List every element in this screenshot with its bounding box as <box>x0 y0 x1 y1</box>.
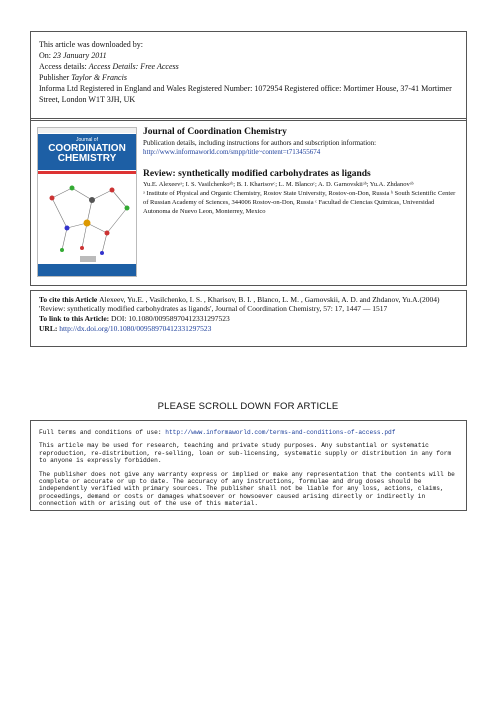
journal-url-link[interactable]: http://www.informaworld.com/smpp/title~content=t713455674 <box>143 148 321 156</box>
cover-word-chemistry: CHEMISTRY <box>57 153 117 164</box>
publisher-label: Publisher <box>39 73 72 82</box>
doi-text: DOI: 10.1080/00958970412331297523 <box>111 314 230 323</box>
registered-office: Informa Ltd Registered in England and Wales Registered Number: 1072954 Registered office: Mortimer House, 37-41 Mortimer Street, London W1T 3JH, UK <box>39 84 452 104</box>
article-title: Review: synthetically modified carbohydrates as ligands <box>143 169 371 179</box>
publisher-value: Taylor & Francis <box>71 73 127 82</box>
link-label: To link to this Article: <box>39 314 112 323</box>
author-affiliations: ᵃ Institute of Physical and Organic Chemistry, Rostov State University, Rostov-on-Don, Russia ᵇ South Scientific Center of Russian Academy of Sciences, 344006 Rostov-on-Don, Russia ᶜ Facultad de Ciencias Quimicas, Universidad Autonoma de Nuevo Leon, Monterrey, Mexico <box>143 190 456 215</box>
cover-title-block <box>38 134 136 170</box>
journal-title: Journal of Coordination Chemistry <box>143 127 287 137</box>
citation-box <box>30 290 467 347</box>
terms-url-link[interactable]: http://www.informaworld.com/terms-and-conditions-of-access.pdf <box>165 429 396 436</box>
cite-label: To cite this Article <box>39 295 100 304</box>
cite-text: Alexeev, Yu.E. , Vasilchenko, I. S. , Kharisov, B. I. , Blanco, L. M. , Garnovskii, A. D. and Zhdanov, Yu.A.(2004) 'Review: synthetically modified carbohydrates as ligands', Journal of Coordination Chemistry, 57: 17, 1447 — 1517 <box>39 295 440 313</box>
downloaded-by-line: This article was downloaded by: <box>39 40 143 49</box>
terms-paragraph-1: This article may be used for research, teaching and private study purposes. Any substantial or systematic reproduction, re-distribution, re-selling, loan or sub-licensing, systematic supply or distribution in any form to anyone is expressly forbidden. <box>39 442 452 465</box>
scroll-down-message: PLEASE SCROLL DOWN FOR ARTICLE <box>157 401 339 412</box>
access-details-line <box>39 61 458 72</box>
publication-details <box>143 139 461 157</box>
url-label: URL: <box>39 324 60 333</box>
on-label: On: <box>39 51 53 60</box>
download-date-line <box>39 50 458 61</box>
access-label: Access details: <box>39 62 89 71</box>
download-info-box <box>30 31 467 121</box>
doi-url-link[interactable]: http://dx.doi.org/10.1080/00958970412331297523 <box>59 324 212 333</box>
url-row <box>39 324 458 333</box>
full-terms-prefix: Full terms and conditions of use: <box>39 429 166 436</box>
cover-footer-band <box>38 264 136 276</box>
article-details <box>143 127 461 216</box>
full-terms-line <box>39 429 458 436</box>
link-row <box>39 314 458 323</box>
cover-journal-of: Journal of <box>76 137 98 143</box>
download-date: 23 January 2011 <box>53 51 107 60</box>
terms-box <box>30 420 467 511</box>
terms-paragraph-2: The publisher does not give any warranty express or implied or make any representation that the contents will be complete or accurate or up to date. The accuracy of any instructions, formulae and drug doses should be independently verified with primary sources. The publisher shall not be liable for any loss, actions, claims, proceedings, demand or costs or damages whatsoever or howsoever caused arising directly or indirectly in connection with or arising out of the use of this material. <box>39 470 455 508</box>
cover-top-band <box>38 128 136 133</box>
cover-red-strip <box>38 171 136 174</box>
molecule-graphic-icon <box>42 178 134 258</box>
journal-cover-image <box>37 127 137 277</box>
cover-word-coordination: COORDINATION <box>48 143 126 154</box>
publisher-logo <box>80 256 96 262</box>
publication-details-text: Publication details, including instructions for authors and subscription information: <box>143 139 377 147</box>
access-value: Access Details: Free Access <box>88 62 179 71</box>
article-info-box <box>30 118 467 286</box>
publisher-line <box>39 72 458 83</box>
article-authors: Yu.E. Alexeevᵃ; I. S. Vasilchenkoᵃᵇ; B. I. Kharisovᶜ; L. M. Blancoᶜ; A. D. Garnovskiiᵃᵇ; Yu.A. Zhdanovᵃᵇ <box>143 181 414 188</box>
cite-row <box>39 295 458 313</box>
